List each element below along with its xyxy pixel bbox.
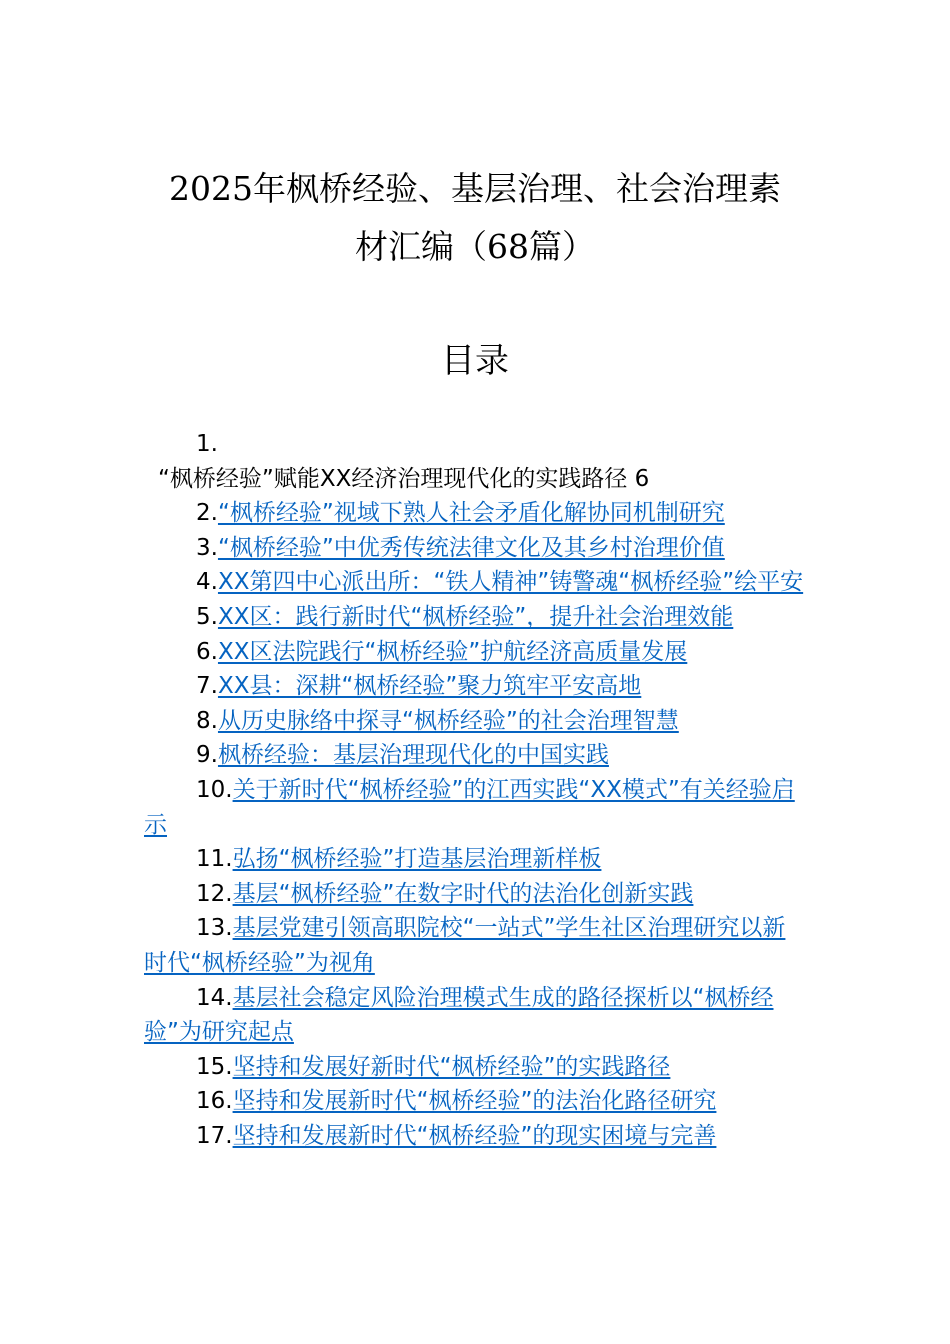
toc-entry-number: 2.	[196, 500, 218, 527]
toc-entry-number: 3.	[196, 534, 218, 561]
toc-entry-7[interactable]	[144, 669, 808, 704]
toc-entry-link[interactable]: “枫桥经验”中优秀传统法律文化及其乡村治理价值	[217, 534, 725, 561]
toc-entry-number: 15.	[196, 1053, 233, 1080]
toc-entry-link[interactable]: 坚持和发展好新时代“枫桥经验”的实践路径	[232, 1053, 671, 1080]
toc-entry-link[interactable]: 基层“枫桥经验”在数字时代的法治化创新实践	[232, 880, 694, 907]
toc-entry-page: 6	[634, 465, 650, 492]
toc-entry-link[interactable]: 枫桥经验：基层治理现代化的中国实践	[217, 742, 609, 769]
toc-entry-link[interactable]: 关于新时代“枫桥经验”的江西实践“XX模式”有关经验启示	[144, 776, 795, 838]
toc-entry-number: 9.	[196, 742, 218, 769]
toc-entry-link[interactable]: 坚持和发展新时代“枫桥经验”的现实困境与完善	[232, 1122, 717, 1149]
toc-entry-link[interactable]: 弘扬“枫桥经验”打造基层治理新样板	[232, 846, 602, 873]
toc-entry-link[interactable]: XX区法院践行“枫桥经验”护航经济高质量发展	[217, 638, 688, 665]
toc-entry-6[interactable]	[144, 635, 808, 670]
toc-entry-4[interactable]	[144, 565, 808, 600]
toc-entry-17[interactable]	[144, 1119, 808, 1154]
toc-entry-link[interactable]: XX第四中心派出所：“铁人精神”铸警魂“枫桥经验”绘平安	[217, 569, 804, 596]
toc-entry-2[interactable]	[144, 496, 808, 531]
toc-entry-3[interactable]	[144, 531, 808, 566]
toc-entry-1[interactable]	[144, 427, 808, 496]
toc-entry-number: 12.	[196, 880, 233, 907]
toc-entry-number: 7.	[196, 673, 218, 700]
toc-entry-number: 10.	[196, 776, 233, 803]
toc-entry-number: 1.	[196, 431, 218, 457]
document-title	[120, 160, 830, 276]
toc-entry-number: 8.	[196, 707, 218, 734]
toc-entry-text[interactable]	[144, 462, 808, 497]
toc-entry-number: 14.	[196, 984, 233, 1011]
toc-entry-number: 6.	[196, 638, 218, 665]
toc-entry-5[interactable]	[144, 600, 808, 635]
toc-entry-link[interactable]: “枫桥经验”视域下熟人社会矛盾化解协同机制研究	[217, 500, 725, 527]
toc-entry-title: “枫桥经验”赋能XX经济治理现代化的实践路径	[158, 465, 628, 492]
toc-entry-number: 16.	[196, 1088, 233, 1115]
toc-entry-number: 13.	[196, 915, 233, 942]
toc-entry-16[interactable]	[144, 1084, 808, 1119]
toc-entry-link[interactable]: 基层社会稳定风险治理模式生成的路径探析以“枫桥经验”为研究起点	[144, 984, 774, 1046]
toc-entry-link[interactable]: 基层党建引领高职院校“一站式”学生社区治理研究以新时代“枫桥经验”为视角	[144, 915, 786, 976]
document-title-line2: 材汇编（68篇）	[355, 227, 595, 266]
toc-entry-11[interactable]	[144, 842, 808, 877]
toc-entry-12[interactable]	[144, 877, 808, 912]
toc-entry-link[interactable]: 坚持和发展新时代“枫桥经验”的法治化路径研究	[232, 1088, 717, 1115]
toc-entry-link[interactable]: 从历史脉络中探寻“枫桥经验”的社会治理智慧	[217, 707, 679, 734]
toc-heading: 目录	[441, 341, 509, 381]
toc-entry-number: 5.	[196, 603, 218, 630]
toc-entry-9[interactable]	[144, 738, 808, 773]
document-title-line1: 2025年枫桥经验、基层治理、社会治理素	[169, 169, 781, 208]
toc-entry-number: 17.	[196, 1122, 233, 1149]
toc-entry-number: 11.	[196, 846, 233, 873]
toc-entry-13[interactable]	[144, 911, 808, 980]
toc-entry-8[interactable]	[144, 704, 808, 739]
toc-entry-link[interactable]: XX区：践行新时代“枫桥经验”，提升社会治理效能	[217, 603, 734, 630]
toc-entry-14[interactable]	[144, 981, 808, 1050]
toc-entry-10[interactable]	[144, 773, 808, 842]
toc-entry-number: 4.	[196, 569, 218, 596]
table-of-contents	[144, 427, 808, 1153]
toc-entry-link[interactable]: XX县：深耕“枫桥经验”聚力筑牢平安高地	[217, 673, 642, 700]
toc-entry-15[interactable]	[144, 1050, 808, 1085]
